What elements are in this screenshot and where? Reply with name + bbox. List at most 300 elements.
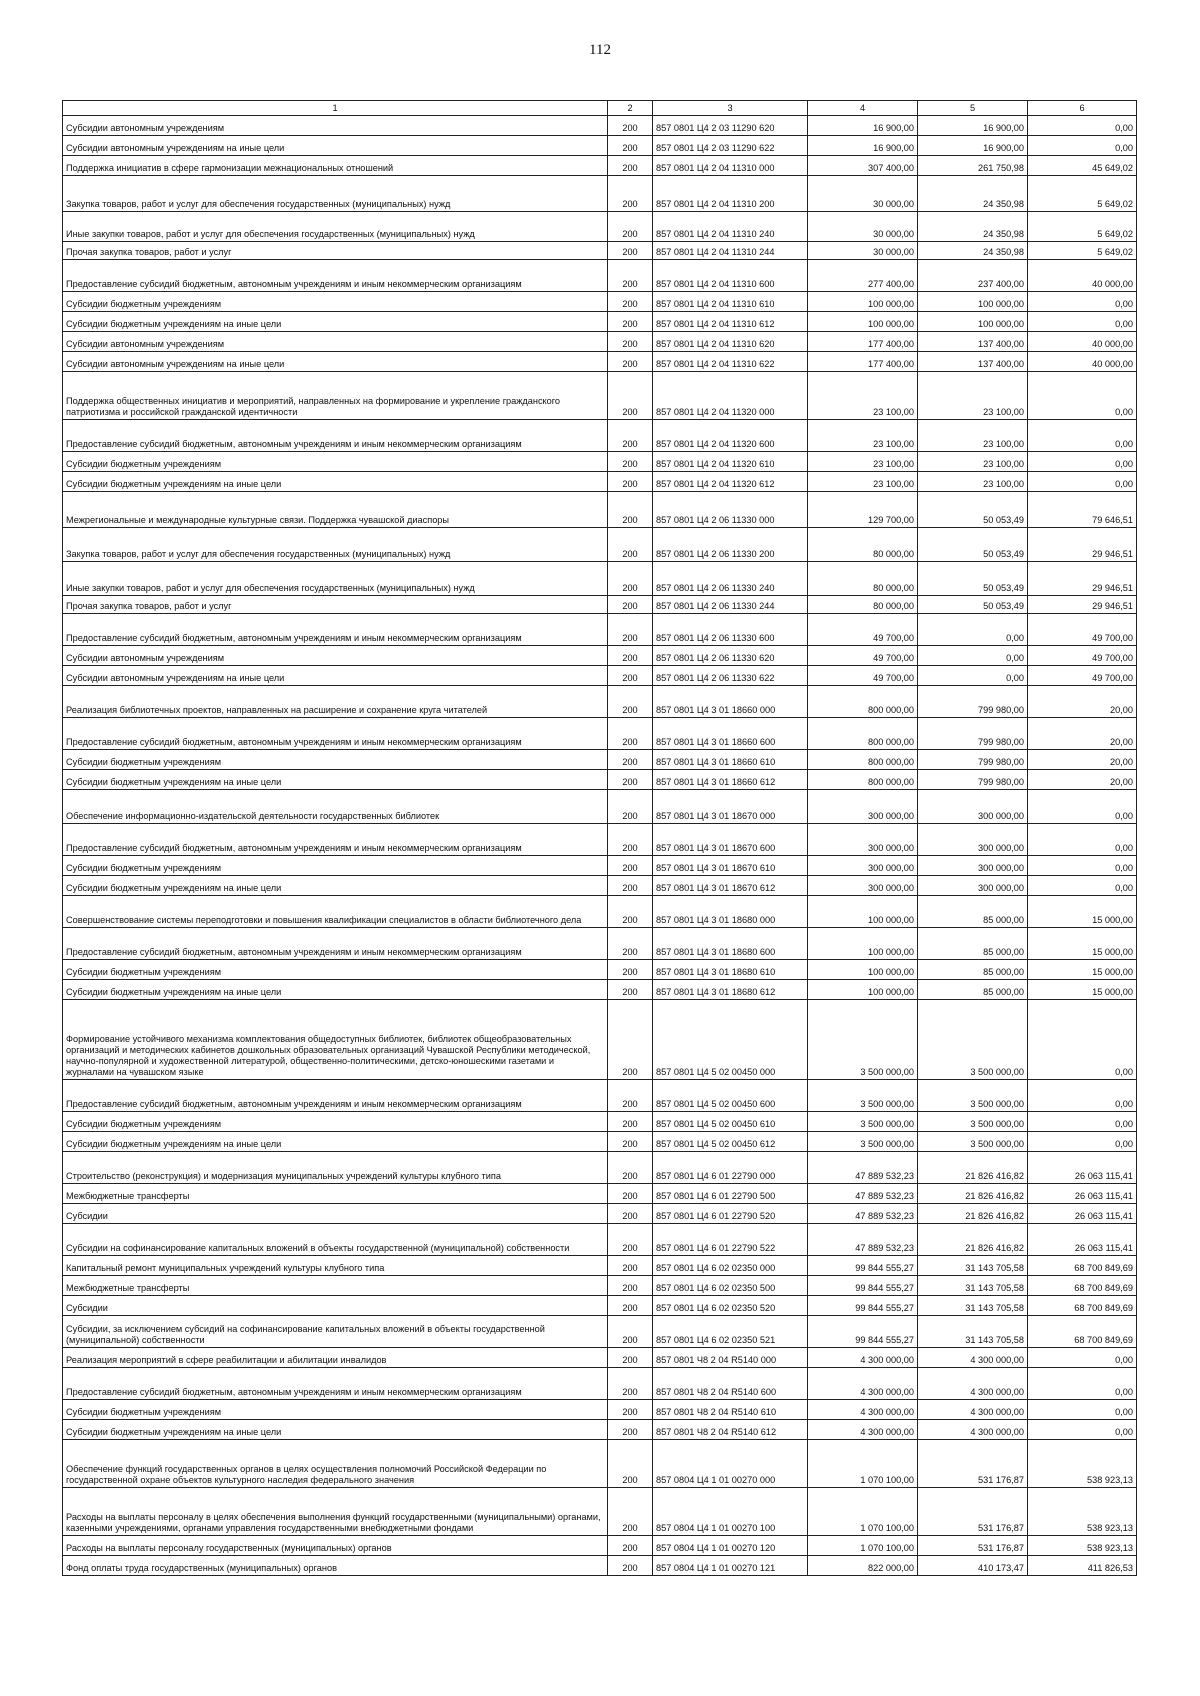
row-executed-amount: 85 000,00 bbox=[918, 980, 1028, 1000]
row-unexecuted-amount: 15 000,00 bbox=[1028, 980, 1137, 1000]
row-name: Межбюджетные трансферты bbox=[63, 1276, 608, 1296]
row-executed-amount: 531 176,87 bbox=[918, 1440, 1028, 1488]
row-unexecuted-amount: 49 700,00 bbox=[1028, 666, 1137, 686]
row-unexecuted-amount: 5 649,02 bbox=[1028, 242, 1137, 260]
row-classification-code: 857 0801 Ц4 2 03 11290 620 bbox=[653, 116, 808, 136]
header-col-4: 4 bbox=[808, 101, 918, 116]
row-code: 200 bbox=[608, 896, 653, 928]
row-name: Субсидии автономным учреждениям bbox=[63, 116, 608, 136]
row-executed-amount: 300 000,00 bbox=[918, 876, 1028, 896]
row-approved-amount: 100 000,00 bbox=[808, 292, 918, 312]
row-code: 200 bbox=[608, 1400, 653, 1420]
row-code: 200 bbox=[608, 472, 653, 492]
row-unexecuted-amount: 0,00 bbox=[1028, 372, 1137, 420]
row-executed-amount: 50 053,49 bbox=[918, 562, 1028, 596]
row-name: Субсидии на софинансирование капитальных вложений в объекты государственной (муниципальной) собственности bbox=[63, 1224, 608, 1256]
row-unexecuted-amount: 15 000,00 bbox=[1028, 928, 1137, 960]
row-name: Предоставление субсидий бюджетным, автономным учреждениям и иным некоммерческим организациям bbox=[63, 718, 608, 750]
row-unexecuted-amount: 26 063 115,41 bbox=[1028, 1184, 1137, 1204]
table-row bbox=[63, 1276, 1137, 1296]
table-row bbox=[63, 856, 1137, 876]
row-classification-code: 857 0801 Ц4 3 01 18670 610 bbox=[653, 856, 808, 876]
row-classification-code: 857 0804 Ц4 1 01 00270 121 bbox=[653, 1556, 808, 1576]
table-row bbox=[63, 156, 1137, 176]
row-unexecuted-amount: 538 923,13 bbox=[1028, 1536, 1137, 1556]
row-code: 200 bbox=[608, 1152, 653, 1184]
row-name: Субсидии бюджетным учреждениям bbox=[63, 452, 608, 472]
row-classification-code: 857 0801 Ц4 3 01 18660 600 bbox=[653, 718, 808, 750]
row-unexecuted-amount: 26 063 115,41 bbox=[1028, 1152, 1137, 1184]
row-executed-amount: 21 826 416,82 bbox=[918, 1224, 1028, 1256]
page-number: 112 bbox=[589, 42, 611, 58]
table-row bbox=[63, 1536, 1137, 1556]
row-classification-code: 857 0804 Ц4 1 01 00270 100 bbox=[653, 1488, 808, 1536]
row-name: Совершенствование системы переподготовки и повышения квалификации специалистов в области библиотечного дела bbox=[63, 896, 608, 928]
row-classification-code: 857 0801 Ц4 6 02 02350 000 bbox=[653, 1256, 808, 1276]
row-code: 200 bbox=[608, 1224, 653, 1256]
row-approved-amount: 177 400,00 bbox=[808, 352, 918, 372]
row-unexecuted-amount: 0,00 bbox=[1028, 1420, 1137, 1440]
row-code: 200 bbox=[608, 562, 653, 596]
row-classification-code: 857 0801 Ц4 2 06 11330 200 bbox=[653, 528, 808, 562]
table-row bbox=[63, 528, 1137, 562]
row-code: 200 bbox=[608, 646, 653, 666]
row-approved-amount: 100 000,00 bbox=[808, 960, 918, 980]
row-classification-code: 857 0804 Ц4 1 01 00270 120 bbox=[653, 1536, 808, 1556]
row-unexecuted-amount: 0,00 bbox=[1028, 1112, 1137, 1132]
row-approved-amount: 49 700,00 bbox=[808, 646, 918, 666]
row-approved-amount: 4 300 000,00 bbox=[808, 1400, 918, 1420]
row-name: Субсидии бюджетным учреждениям на иные цели bbox=[63, 312, 608, 332]
row-executed-amount: 100 000,00 bbox=[918, 312, 1028, 332]
row-unexecuted-amount: 0,00 bbox=[1028, 1000, 1137, 1080]
table-row bbox=[63, 562, 1137, 596]
row-name: Субсидии бюджетным учреждениям на иные цели bbox=[63, 770, 608, 790]
row-approved-amount: 800 000,00 bbox=[808, 750, 918, 770]
row-approved-amount: 99 844 555,27 bbox=[808, 1256, 918, 1276]
row-executed-amount: 3 500 000,00 bbox=[918, 1132, 1028, 1152]
row-classification-code: 857 0801 Ц4 2 04 11320 610 bbox=[653, 452, 808, 472]
row-approved-amount: 23 100,00 bbox=[808, 420, 918, 452]
row-code: 200 bbox=[608, 312, 653, 332]
row-name: Межбюджетные трансферты bbox=[63, 1184, 608, 1204]
row-unexecuted-amount: 0,00 bbox=[1028, 1368, 1137, 1400]
row-unexecuted-amount: 0,00 bbox=[1028, 420, 1137, 452]
row-unexecuted-amount: 0,00 bbox=[1028, 292, 1137, 312]
row-classification-code: 857 0801 Ц4 2 04 11310 244 bbox=[653, 242, 808, 260]
row-name: Реализация библиотечных проектов, направленных на расширение и сохранение круга читателей bbox=[63, 686, 608, 718]
row-name: Расходы на выплаты персоналу государственных (муниципальных) органов bbox=[63, 1536, 608, 1556]
row-code: 200 bbox=[608, 260, 653, 292]
row-approved-amount: 300 000,00 bbox=[808, 876, 918, 896]
row-unexecuted-amount: 26 063 115,41 bbox=[1028, 1204, 1137, 1224]
table-row bbox=[63, 1556, 1137, 1576]
row-code: 200 bbox=[608, 528, 653, 562]
row-classification-code: 857 0801 Ц4 2 04 11310 622 bbox=[653, 352, 808, 372]
row-classification-code: 857 0801 Ц4 2 04 11310 610 bbox=[653, 292, 808, 312]
row-executed-amount: 24 350,98 bbox=[918, 242, 1028, 260]
row-approved-amount: 1 070 100,00 bbox=[808, 1536, 918, 1556]
row-name: Предоставление субсидий бюджетным, автономным учреждениям и иным некоммерческим организациям bbox=[63, 1368, 608, 1400]
row-approved-amount: 30 000,00 bbox=[808, 212, 918, 242]
row-code: 200 bbox=[608, 960, 653, 980]
row-approved-amount: 16 900,00 bbox=[808, 136, 918, 156]
row-executed-amount: 799 980,00 bbox=[918, 718, 1028, 750]
row-classification-code: 857 0801 Ц4 5 02 00450 600 bbox=[653, 1080, 808, 1112]
row-approved-amount: 47 889 532,23 bbox=[808, 1204, 918, 1224]
table-row bbox=[63, 718, 1137, 750]
row-unexecuted-amount: 45 649,02 bbox=[1028, 156, 1137, 176]
row-executed-amount: 31 143 705,58 bbox=[918, 1276, 1028, 1296]
row-approved-amount: 4 300 000,00 bbox=[808, 1348, 918, 1368]
row-executed-amount: 21 826 416,82 bbox=[918, 1204, 1028, 1224]
row-name: Субсидии автономным учреждениям на иные цели bbox=[63, 136, 608, 156]
row-unexecuted-amount: 5 649,02 bbox=[1028, 176, 1137, 212]
row-code: 200 bbox=[608, 292, 653, 312]
row-code: 200 bbox=[608, 686, 653, 718]
row-executed-amount: 531 176,87 bbox=[918, 1536, 1028, 1556]
row-executed-amount: 23 100,00 bbox=[918, 452, 1028, 472]
row-unexecuted-amount: 0,00 bbox=[1028, 1080, 1137, 1112]
row-name: Субсидии бюджетным учреждениям bbox=[63, 856, 608, 876]
row-name: Капитальный ремонт муниципальных учреждений культуры клубного типа bbox=[63, 1256, 608, 1276]
row-approved-amount: 3 500 000,00 bbox=[808, 1132, 918, 1152]
row-approved-amount: 300 000,00 bbox=[808, 790, 918, 824]
row-unexecuted-amount: 0,00 bbox=[1028, 790, 1137, 824]
row-unexecuted-amount: 0,00 bbox=[1028, 472, 1137, 492]
row-classification-code: 857 0801 Ц4 2 04 11310 612 bbox=[653, 312, 808, 332]
row-approved-amount: 47 889 532,23 bbox=[808, 1184, 918, 1204]
row-classification-code: 857 0801 Ц4 2 06 11330 240 bbox=[653, 562, 808, 596]
table-row bbox=[63, 332, 1137, 352]
row-approved-amount: 3 500 000,00 bbox=[808, 1080, 918, 1112]
row-executed-amount: 261 750,98 bbox=[918, 156, 1028, 176]
row-approved-amount: 300 000,00 bbox=[808, 856, 918, 876]
table-row bbox=[63, 1224, 1137, 1256]
row-executed-amount: 0,00 bbox=[918, 646, 1028, 666]
row-executed-amount: 21 826 416,82 bbox=[918, 1184, 1028, 1204]
row-approved-amount: 80 000,00 bbox=[808, 596, 918, 614]
table-row bbox=[63, 876, 1137, 896]
row-classification-code: 857 0801 Ц4 3 01 18680 000 bbox=[653, 896, 808, 928]
row-unexecuted-amount: 20,00 bbox=[1028, 718, 1137, 750]
row-classification-code: 857 0801 Ц4 6 02 02350 521 bbox=[653, 1316, 808, 1348]
row-classification-code: 857 0801 Ц4 6 01 22790 000 bbox=[653, 1152, 808, 1184]
row-code: 200 bbox=[608, 176, 653, 212]
table-row bbox=[63, 1204, 1137, 1224]
row-executed-amount: 21 826 416,82 bbox=[918, 1152, 1028, 1184]
row-approved-amount: 800 000,00 bbox=[808, 686, 918, 718]
row-approved-amount: 47 889 532,23 bbox=[808, 1152, 918, 1184]
table-row bbox=[63, 1080, 1137, 1112]
table-row bbox=[63, 1420, 1137, 1440]
row-classification-code: 857 0801 Ц4 3 01 18680 600 bbox=[653, 928, 808, 960]
row-executed-amount: 137 400,00 bbox=[918, 332, 1028, 352]
row-executed-amount: 410 173,47 bbox=[918, 1556, 1028, 1576]
table-row bbox=[63, 790, 1137, 824]
table-row bbox=[63, 352, 1137, 372]
row-name: Предоставление субсидий бюджетным, автономным учреждениям и иным некоммерческим организациям bbox=[63, 1080, 608, 1112]
table-header-row bbox=[63, 101, 1137, 116]
row-name: Субсидии бюджетным учреждениям на иные цели bbox=[63, 876, 608, 896]
row-name: Прочая закупка товаров, работ и услуг bbox=[63, 242, 608, 260]
row-approved-amount: 277 400,00 bbox=[808, 260, 918, 292]
row-classification-code: 857 0801 Ц4 3 01 18660 610 bbox=[653, 750, 808, 770]
row-unexecuted-amount: 0,00 bbox=[1028, 116, 1137, 136]
row-approved-amount: 47 889 532,23 bbox=[808, 1224, 918, 1256]
row-code: 200 bbox=[608, 1488, 653, 1536]
row-executed-amount: 85 000,00 bbox=[918, 928, 1028, 960]
table-row bbox=[63, 492, 1137, 528]
row-code: 200 bbox=[608, 332, 653, 352]
row-executed-amount: 24 350,98 bbox=[918, 176, 1028, 212]
row-name: Субсидии бюджетным учреждениям bbox=[63, 1400, 608, 1420]
row-code: 200 bbox=[608, 1132, 653, 1152]
row-unexecuted-amount: 29 946,51 bbox=[1028, 528, 1137, 562]
row-approved-amount: 49 700,00 bbox=[808, 666, 918, 686]
table-body bbox=[63, 116, 1137, 1576]
row-classification-code: 857 0801 Ц4 2 04 11320 612 bbox=[653, 472, 808, 492]
row-unexecuted-amount: 0,00 bbox=[1028, 1348, 1137, 1368]
row-classification-code: 857 0801 Ч8 2 04 R5140 600 bbox=[653, 1368, 808, 1400]
row-name: Субсидии автономным учреждениям на иные цели bbox=[63, 666, 608, 686]
table-row bbox=[63, 242, 1137, 260]
row-approved-amount: 1 070 100,00 bbox=[808, 1440, 918, 1488]
row-unexecuted-amount: 40 000,00 bbox=[1028, 260, 1137, 292]
row-approved-amount: 300 000,00 bbox=[808, 824, 918, 856]
row-name: Предоставление субсидий бюджетным, автономным учреждениям и иным некоммерческим организациям bbox=[63, 420, 608, 452]
row-name: Фонд оплаты труда государственных (муниципальных) органов bbox=[63, 1556, 608, 1576]
row-classification-code: 857 0801 Ц4 2 03 11290 622 bbox=[653, 136, 808, 156]
row-name: Расходы на выплаты персоналу в целях обеспечения выполнения функций государственными (муниципальными) органами, казенными учреждениями, органами управления государственными внебюджетными фондами bbox=[63, 1488, 608, 1536]
table-row bbox=[63, 896, 1137, 928]
table-row bbox=[63, 452, 1137, 472]
row-name: Поддержка общественных инициатив и мероприятий, направленных на формирование и укрепление гражданского патриотизма и российской гражданской идентичности bbox=[63, 372, 608, 420]
row-unexecuted-amount: 49 700,00 bbox=[1028, 646, 1137, 666]
row-classification-code: 857 0801 Ц4 6 02 02350 520 bbox=[653, 1296, 808, 1316]
row-executed-amount: 4 300 000,00 bbox=[918, 1368, 1028, 1400]
row-executed-amount: 799 980,00 bbox=[918, 770, 1028, 790]
row-classification-code: 857 0801 Ц4 2 04 11310 600 bbox=[653, 260, 808, 292]
row-unexecuted-amount: 20,00 bbox=[1028, 750, 1137, 770]
header-col-5: 5 bbox=[918, 101, 1028, 116]
row-name: Иные закупки товаров, работ и услуг для обеспечения государственных (муниципальных) нужд bbox=[63, 562, 608, 596]
row-name: Субсидии бюджетным учреждениям bbox=[63, 292, 608, 312]
row-classification-code: 857 0801 Ч8 2 04 R5140 612 bbox=[653, 1420, 808, 1440]
table-row bbox=[63, 1488, 1137, 1536]
row-unexecuted-amount: 29 946,51 bbox=[1028, 562, 1137, 596]
table-row bbox=[63, 686, 1137, 718]
table-row bbox=[63, 420, 1137, 452]
row-unexecuted-amount: 68 700 849,69 bbox=[1028, 1256, 1137, 1276]
row-classification-code: 857 0801 Ц4 3 01 18670 000 bbox=[653, 790, 808, 824]
row-code: 200 bbox=[608, 770, 653, 790]
row-classification-code: 857 0801 Ц4 2 04 11310 240 bbox=[653, 212, 808, 242]
header-col-3: 3 bbox=[653, 101, 808, 116]
row-unexecuted-amount: 5 649,02 bbox=[1028, 212, 1137, 242]
row-executed-amount: 23 100,00 bbox=[918, 420, 1028, 452]
row-executed-amount: 50 053,49 bbox=[918, 492, 1028, 528]
row-name: Закупка товаров, работ и услуг для обеспечения государственных (муниципальных) нужд bbox=[63, 176, 608, 212]
row-code: 200 bbox=[608, 420, 653, 452]
row-code: 200 bbox=[608, 614, 653, 646]
row-name: Формирование устойчивого механизма комплектования общедоступных библиотек, библиотек общеобразовательных организаций и методических кабинетов дошкольных образовательных организаций Чувашской Республики методической, научно-популярной и художественной литературой, общественно-политическими, детско-юношескими газетами и журналами на чувашском языке bbox=[63, 1000, 608, 1080]
row-unexecuted-amount: 538 923,13 bbox=[1028, 1440, 1137, 1488]
row-code: 200 bbox=[608, 136, 653, 156]
row-approved-amount: 30 000,00 bbox=[808, 176, 918, 212]
row-code: 200 bbox=[608, 492, 653, 528]
table-row bbox=[63, 646, 1137, 666]
table-row bbox=[63, 472, 1137, 492]
table-row bbox=[63, 260, 1137, 292]
row-executed-amount: 23 100,00 bbox=[918, 472, 1028, 492]
row-approved-amount: 4 300 000,00 bbox=[808, 1420, 918, 1440]
row-approved-amount: 822 000,00 bbox=[808, 1556, 918, 1576]
row-classification-code: 857 0801 Ч8 2 04 R5140 000 bbox=[653, 1348, 808, 1368]
row-classification-code: 857 0801 Ц4 6 01 22790 520 bbox=[653, 1204, 808, 1224]
table-row bbox=[63, 1132, 1137, 1152]
row-code: 200 bbox=[608, 750, 653, 770]
row-unexecuted-amount: 538 923,13 bbox=[1028, 1488, 1137, 1536]
row-code: 200 bbox=[608, 1000, 653, 1080]
row-unexecuted-amount: 20,00 bbox=[1028, 686, 1137, 718]
table-row bbox=[63, 292, 1137, 312]
row-name: Субсидии bbox=[63, 1296, 608, 1316]
row-classification-code: 857 0801 Ц4 2 06 11330 620 bbox=[653, 646, 808, 666]
row-classification-code: 857 0801 Ц4 5 02 00450 612 bbox=[653, 1132, 808, 1152]
table-row bbox=[63, 614, 1137, 646]
row-executed-amount: 300 000,00 bbox=[918, 856, 1028, 876]
row-approved-amount: 23 100,00 bbox=[808, 372, 918, 420]
row-classification-code: 857 0801 Ц4 2 04 11310 620 bbox=[653, 332, 808, 352]
row-classification-code: 857 0801 Ц4 6 02 02350 500 bbox=[653, 1276, 808, 1296]
row-name: Межрегиональные и международные культурные связи. Поддержка чувашской диаспоры bbox=[63, 492, 608, 528]
row-unexecuted-amount: 0,00 bbox=[1028, 452, 1137, 472]
row-unexecuted-amount: 15 000,00 bbox=[1028, 960, 1137, 980]
row-classification-code: 857 0801 Ц4 6 01 22790 500 bbox=[653, 1184, 808, 1204]
row-code: 200 bbox=[608, 790, 653, 824]
row-name: Предоставление субсидий бюджетным, автономным учреждениям и иным некоммерческим организациям bbox=[63, 260, 608, 292]
row-unexecuted-amount: 20,00 bbox=[1028, 770, 1137, 790]
row-executed-amount: 100 000,00 bbox=[918, 292, 1028, 312]
row-classification-code: 857 0804 Ц4 1 01 00270 000 bbox=[653, 1440, 808, 1488]
row-executed-amount: 31 143 705,58 bbox=[918, 1256, 1028, 1276]
row-code: 200 bbox=[608, 1420, 653, 1440]
row-classification-code: 857 0801 Ц4 3 01 18680 610 bbox=[653, 960, 808, 980]
row-executed-amount: 4 300 000,00 bbox=[918, 1420, 1028, 1440]
budget-execution-table bbox=[62, 100, 1137, 1576]
row-name: Субсидии автономным учреждениям bbox=[63, 332, 608, 352]
header-col-6: 6 bbox=[1028, 101, 1137, 116]
table-row bbox=[63, 824, 1137, 856]
row-code: 200 bbox=[608, 1368, 653, 1400]
row-classification-code: 857 0801 Ц4 2 06 11330 622 bbox=[653, 666, 808, 686]
row-unexecuted-amount: 411 826,53 bbox=[1028, 1556, 1137, 1576]
row-classification-code: 857 0801 Ц4 2 04 11310 000 bbox=[653, 156, 808, 176]
row-executed-amount: 85 000,00 bbox=[918, 960, 1028, 980]
table-row bbox=[63, 1296, 1137, 1316]
row-unexecuted-amount: 26 063 115,41 bbox=[1028, 1224, 1137, 1256]
row-name: Субсидии, за исключением субсидий на софинансирование капитальных вложений в объекты государственной (муниципальной) собственности bbox=[63, 1316, 608, 1348]
row-executed-amount: 0,00 bbox=[918, 614, 1028, 646]
row-approved-amount: 307 400,00 bbox=[808, 156, 918, 176]
row-classification-code: 857 0801 Ч8 2 04 R5140 610 bbox=[653, 1400, 808, 1420]
row-code: 200 bbox=[608, 718, 653, 750]
row-executed-amount: 799 980,00 bbox=[918, 750, 1028, 770]
row-name: Реализация мероприятий в сфере реабилитации и абилитации инвалидов bbox=[63, 1348, 608, 1368]
row-approved-amount: 800 000,00 bbox=[808, 770, 918, 790]
row-classification-code: 857 0801 Ц4 3 01 18670 612 bbox=[653, 876, 808, 896]
row-executed-amount: 4 300 000,00 bbox=[918, 1400, 1028, 1420]
row-name: Субсидии бюджетным учреждениям на иные цели bbox=[63, 472, 608, 492]
row-executed-amount: 3 500 000,00 bbox=[918, 1112, 1028, 1132]
row-classification-code: 857 0801 Ц4 5 02 00450 000 bbox=[653, 1000, 808, 1080]
row-name: Субсидии bbox=[63, 1204, 608, 1224]
row-code: 200 bbox=[608, 212, 653, 242]
row-code: 200 bbox=[608, 876, 653, 896]
row-unexecuted-amount: 29 946,51 bbox=[1028, 596, 1137, 614]
table-row bbox=[63, 928, 1137, 960]
row-classification-code: 857 0801 Ц4 2 06 11330 600 bbox=[653, 614, 808, 646]
row-code: 200 bbox=[608, 372, 653, 420]
table-row bbox=[63, 312, 1137, 332]
row-approved-amount: 129 700,00 bbox=[808, 492, 918, 528]
row-unexecuted-amount: 0,00 bbox=[1028, 1132, 1137, 1152]
row-approved-amount: 99 844 555,27 bbox=[808, 1316, 918, 1348]
table-row bbox=[63, 372, 1137, 420]
table-row bbox=[63, 750, 1137, 770]
table-row bbox=[63, 1316, 1137, 1348]
row-unexecuted-amount: 40 000,00 bbox=[1028, 352, 1137, 372]
header-col-1: 1 bbox=[63, 101, 608, 116]
row-unexecuted-amount: 79 646,51 bbox=[1028, 492, 1137, 528]
row-classification-code: 857 0801 Ц4 6 01 22790 522 bbox=[653, 1224, 808, 1256]
row-approved-amount: 100 000,00 bbox=[808, 928, 918, 960]
row-code: 200 bbox=[608, 1112, 653, 1132]
row-approved-amount: 3 500 000,00 bbox=[808, 1112, 918, 1132]
row-approved-amount: 30 000,00 bbox=[808, 242, 918, 260]
row-approved-amount: 3 500 000,00 bbox=[808, 1000, 918, 1080]
row-code: 200 bbox=[608, 1276, 653, 1296]
row-code: 200 bbox=[608, 666, 653, 686]
row-name: Строительство (реконструкция) и модернизация муниципальных учреждений культуры клубного типа bbox=[63, 1152, 608, 1184]
table-row bbox=[63, 1152, 1137, 1184]
row-unexecuted-amount: 0,00 bbox=[1028, 856, 1137, 876]
row-name: Субсидии бюджетным учреждениям на иные цели bbox=[63, 1420, 608, 1440]
row-executed-amount: 24 350,98 bbox=[918, 212, 1028, 242]
row-code: 200 bbox=[608, 1316, 653, 1348]
row-name: Обеспечение информационно-издательской деятельности государственных библиотек bbox=[63, 790, 608, 824]
row-name: Поддержка инициатив в сфере гармонизации межнациональных отношений bbox=[63, 156, 608, 176]
row-code: 200 bbox=[608, 1080, 653, 1112]
table-row bbox=[63, 1112, 1137, 1132]
table-row bbox=[63, 666, 1137, 686]
row-code: 200 bbox=[608, 596, 653, 614]
row-approved-amount: 23 100,00 bbox=[808, 452, 918, 472]
row-name: Субсидии бюджетным учреждениям bbox=[63, 750, 608, 770]
row-approved-amount: 49 700,00 bbox=[808, 614, 918, 646]
row-classification-code: 857 0801 Ц4 3 01 18670 600 bbox=[653, 824, 808, 856]
row-code: 200 bbox=[608, 1556, 653, 1576]
row-code: 200 bbox=[608, 856, 653, 876]
row-code: 200 bbox=[608, 156, 653, 176]
row-approved-amount: 80 000,00 bbox=[808, 562, 918, 596]
table-row bbox=[63, 176, 1137, 212]
row-executed-amount: 3 500 000,00 bbox=[918, 1000, 1028, 1080]
row-unexecuted-amount: 0,00 bbox=[1028, 876, 1137, 896]
table-row bbox=[63, 1000, 1137, 1080]
row-code: 200 bbox=[608, 352, 653, 372]
